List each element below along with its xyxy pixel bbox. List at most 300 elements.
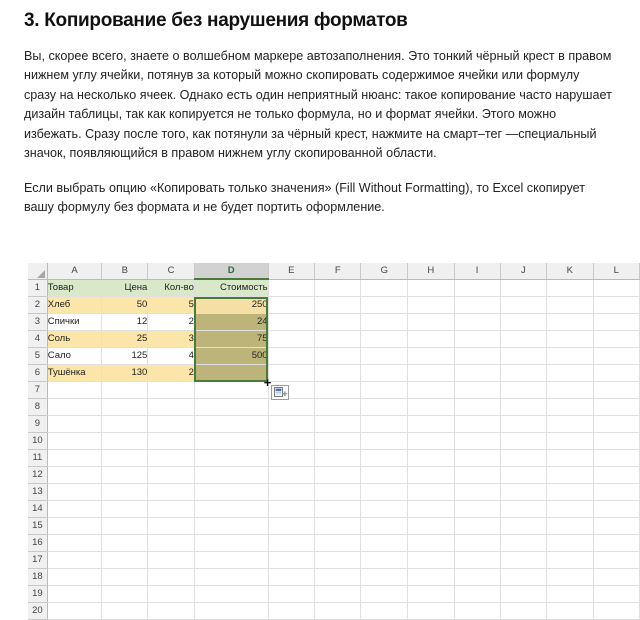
- cell-A3[interactable]: Спички: [47, 314, 102, 331]
- table-row[interactable]: [28, 518, 640, 535]
- cell-L17[interactable]: [593, 552, 640, 569]
- cell-L13[interactable]: [593, 484, 640, 501]
- cell-E4[interactable]: [268, 331, 314, 348]
- cell-J1[interactable]: [500, 279, 546, 297]
- cell-C2[interactable]: 5: [148, 297, 195, 314]
- table-row[interactable]: [28, 501, 640, 518]
- row-header-15[interactable]: 15: [28, 518, 47, 535]
- cell-F4[interactable]: [315, 331, 361, 348]
- cell-A18[interactable]: [47, 569, 102, 586]
- cell-D16[interactable]: [194, 535, 268, 552]
- cell-G5[interactable]: [361, 348, 408, 365]
- paragraph-1: Вы, скорее всего, знаете о волшебном маркере автозаполнения. Это тонкий чёрный крест в правом нижнем углу ячейки, потянув за который можно скопировать содержимое ячейки или формулу сразу на несколько ячеек. Однако есть один неприятный нюанс: такое копирование часто нарушает дизайн таблицы, так как копируется не только формула, но и формат ячейки. Этого можно избежать. Сразу после того, как потянули за чёрный крест, нажмите на смарт–тег —специальный значок, появляющийся в правом нижнем углу скопированной области.: [24, 48, 612, 161]
- table-row[interactable]: [28, 399, 640, 416]
- cell-F3[interactable]: [315, 314, 361, 331]
- cell-D9[interactable]: [194, 416, 268, 433]
- cell-K13[interactable]: [547, 484, 593, 501]
- cell-F5[interactable]: [315, 348, 361, 365]
- cell-I15[interactable]: [454, 518, 500, 535]
- cell-F8[interactable]: [315, 399, 361, 416]
- cell-G19[interactable]: [361, 586, 408, 603]
- cell-E1[interactable]: [268, 279, 314, 297]
- cell-G12[interactable]: [361, 467, 408, 484]
- cell-K20[interactable]: [547, 603, 593, 620]
- cell-L7[interactable]: [593, 382, 640, 399]
- cell-G7[interactable]: [361, 382, 408, 399]
- cell-C18[interactable]: [148, 569, 195, 586]
- cell-I11[interactable]: [454, 450, 500, 467]
- cell-J7[interactable]: [500, 382, 546, 399]
- column-header-h[interactable]: H: [408, 263, 455, 279]
- cell-L12[interactable]: [593, 467, 640, 484]
- table-row[interactable]: [28, 552, 640, 569]
- cell-G17[interactable]: [361, 552, 408, 569]
- cell-C10[interactable]: [148, 433, 195, 450]
- cell-K7[interactable]: [547, 382, 593, 399]
- cell-G1[interactable]: [361, 279, 408, 297]
- table-row[interactable]: [28, 331, 640, 348]
- cell-L4[interactable]: [593, 331, 640, 348]
- cell-G8[interactable]: [361, 399, 408, 416]
- cell-E19[interactable]: [268, 586, 314, 603]
- cell-L11[interactable]: [593, 450, 640, 467]
- cell-E3[interactable]: [268, 314, 314, 331]
- cell-B13[interactable]: [102, 484, 148, 501]
- cell-B7[interactable]: [102, 382, 148, 399]
- column-header-k[interactable]: K: [547, 263, 593, 279]
- cell-F12[interactable]: [315, 467, 361, 484]
- cell-G13[interactable]: [361, 484, 408, 501]
- cell-I8[interactable]: [454, 399, 500, 416]
- cell-A19[interactable]: [47, 586, 102, 603]
- cell-A17[interactable]: [47, 552, 102, 569]
- cell-D10[interactable]: [194, 433, 268, 450]
- row-header-13[interactable]: 13: [28, 484, 47, 501]
- cell-B8[interactable]: [102, 399, 148, 416]
- cell-L5[interactable]: [593, 348, 640, 365]
- cell-D14[interactable]: [194, 501, 268, 518]
- cell-H7[interactable]: [408, 382, 455, 399]
- cell-I6[interactable]: [454, 365, 500, 382]
- cell-D1[interactable]: Стоимость: [194, 279, 268, 297]
- cell-L9[interactable]: [593, 416, 640, 433]
- cell-B1[interactable]: Цена: [102, 279, 148, 297]
- cell-G9[interactable]: [361, 416, 408, 433]
- cell-C1[interactable]: Кол-во: [148, 279, 195, 297]
- column-header-f[interactable]: F: [315, 263, 361, 279]
- cell-H20[interactable]: [408, 603, 455, 620]
- cell-E8[interactable]: [268, 399, 314, 416]
- cell-I5[interactable]: [454, 348, 500, 365]
- cell-D3[interactable]: 24: [194, 314, 268, 331]
- cell-D11[interactable]: [194, 450, 268, 467]
- cell-H16[interactable]: [408, 535, 455, 552]
- row-header-11[interactable]: 11: [28, 450, 47, 467]
- table-row[interactable]: [28, 365, 640, 382]
- cell-K6[interactable]: [547, 365, 593, 382]
- cell-J14[interactable]: [500, 501, 546, 518]
- cell-H2[interactable]: [408, 297, 455, 314]
- cell-G2[interactable]: [361, 297, 408, 314]
- cell-C12[interactable]: [148, 467, 195, 484]
- cell-L6[interactable]: [593, 365, 640, 382]
- cell-I10[interactable]: [454, 433, 500, 450]
- cell-J4[interactable]: [500, 331, 546, 348]
- cell-J8[interactable]: [500, 399, 546, 416]
- column-header-d[interactable]: D: [194, 263, 268, 279]
- cell-E5[interactable]: [268, 348, 314, 365]
- cell-F9[interactable]: [315, 416, 361, 433]
- cell-F14[interactable]: [315, 501, 361, 518]
- cell-K9[interactable]: [547, 416, 593, 433]
- cell-D13[interactable]: [194, 484, 268, 501]
- table-row[interactable]: [28, 535, 640, 552]
- cell-L8[interactable]: [593, 399, 640, 416]
- cell-C3[interactable]: 2: [148, 314, 195, 331]
- cell-J20[interactable]: [500, 603, 546, 620]
- cell-H5[interactable]: [408, 348, 455, 365]
- cell-F11[interactable]: [315, 450, 361, 467]
- cell-I1[interactable]: [454, 279, 500, 297]
- table-row[interactable]: [28, 314, 640, 331]
- row-header-19[interactable]: 19: [28, 586, 47, 603]
- cell-K3[interactable]: [547, 314, 593, 331]
- cell-I7[interactable]: [454, 382, 500, 399]
- cell-H10[interactable]: [408, 433, 455, 450]
- cell-A2[interactable]: Хлеб: [47, 297, 102, 314]
- cell-E15[interactable]: [268, 518, 314, 535]
- cell-D19[interactable]: [194, 586, 268, 603]
- cell-A14[interactable]: [47, 501, 102, 518]
- clipboard-plus-icon: [274, 387, 287, 398]
- cell-J3[interactable]: [500, 314, 546, 331]
- cell-K15[interactable]: [547, 518, 593, 535]
- cell-E13[interactable]: [268, 484, 314, 501]
- cell-F1[interactable]: [315, 279, 361, 297]
- cell-J11[interactable]: [500, 450, 546, 467]
- cell-I9[interactable]: [454, 416, 500, 433]
- cell-G11[interactable]: [361, 450, 408, 467]
- cell-G20[interactable]: [361, 603, 408, 620]
- cell-B18[interactable]: [102, 569, 148, 586]
- cell-J6[interactable]: [500, 365, 546, 382]
- cell-D8[interactable]: [194, 399, 268, 416]
- cell-C8[interactable]: [148, 399, 195, 416]
- cell-D5[interactable]: 500: [194, 348, 268, 365]
- cell-I17[interactable]: [454, 552, 500, 569]
- cell-K18[interactable]: [547, 569, 593, 586]
- table-row[interactable]: [28, 348, 640, 365]
- cell-J19[interactable]: [500, 586, 546, 603]
- cell-F6[interactable]: [315, 365, 361, 382]
- cell-J15[interactable]: [500, 518, 546, 535]
- cell-I14[interactable]: [454, 501, 500, 518]
- cell-E18[interactable]: [268, 569, 314, 586]
- cell-L16[interactable]: [593, 535, 640, 552]
- cell-B14[interactable]: [102, 501, 148, 518]
- spreadsheet-screenshot: [28, 263, 640, 616]
- cell-L2[interactable]: [593, 297, 640, 314]
- row-header-3[interactable]: 3: [28, 314, 47, 331]
- cell-C15[interactable]: [148, 518, 195, 535]
- cell-G16[interactable]: [361, 535, 408, 552]
- cell-I16[interactable]: [454, 535, 500, 552]
- cell-K2[interactable]: [547, 297, 593, 314]
- cell-E6[interactable]: [268, 365, 314, 382]
- row-header-7[interactable]: 7: [28, 382, 47, 399]
- cell-B15[interactable]: [102, 518, 148, 535]
- cell-B6[interactable]: 130: [102, 365, 148, 382]
- cell-F13[interactable]: [315, 484, 361, 501]
- cell-G3[interactable]: [361, 314, 408, 331]
- row-header-4[interactable]: 4: [28, 331, 47, 348]
- cell-E12[interactable]: [268, 467, 314, 484]
- spreadsheet-grid[interactable]: [28, 263, 640, 620]
- cell-K8[interactable]: [547, 399, 593, 416]
- cell-I20[interactable]: [454, 603, 500, 620]
- cell-J10[interactable]: [500, 433, 546, 450]
- cell-H1[interactable]: [408, 279, 455, 297]
- cell-A11[interactable]: [47, 450, 102, 467]
- column-header-i[interactable]: I: [454, 263, 500, 279]
- cell-H3[interactable]: [408, 314, 455, 331]
- row-header-14[interactable]: 14: [28, 501, 47, 518]
- row-header-10[interactable]: 10: [28, 433, 47, 450]
- cell-E14[interactable]: [268, 501, 314, 518]
- table-row[interactable]: [28, 569, 640, 586]
- column-header-j[interactable]: J: [500, 263, 546, 279]
- cell-I13[interactable]: [454, 484, 500, 501]
- row-header-1[interactable]: 1: [28, 279, 47, 297]
- cell-F15[interactable]: [315, 518, 361, 535]
- cell-H14[interactable]: [408, 501, 455, 518]
- column-header-e[interactable]: E: [268, 263, 314, 279]
- cell-H11[interactable]: [408, 450, 455, 467]
- article-body: [0, 0, 640, 218]
- cell-J13[interactable]: [500, 484, 546, 501]
- cell-E2[interactable]: [268, 297, 314, 314]
- cell-B20[interactable]: [102, 603, 148, 620]
- cell-J5[interactable]: [500, 348, 546, 365]
- cell-G10[interactable]: [361, 433, 408, 450]
- cell-D6[interactable]: [194, 365, 268, 382]
- table-row[interactable]: [28, 484, 640, 501]
- cell-B17[interactable]: [102, 552, 148, 569]
- row-header-9[interactable]: 9: [28, 416, 47, 433]
- cell-H12[interactable]: [408, 467, 455, 484]
- cell-A5[interactable]: Сало: [47, 348, 102, 365]
- cell-L3[interactable]: [593, 314, 640, 331]
- cell-F2[interactable]: [315, 297, 361, 314]
- cell-I2[interactable]: [454, 297, 500, 314]
- row-header-8[interactable]: 8: [28, 399, 47, 416]
- cell-L1[interactable]: [593, 279, 640, 297]
- row-header-18[interactable]: 18: [28, 569, 47, 586]
- cell-B10[interactable]: [102, 433, 148, 450]
- cell-B4[interactable]: 25: [102, 331, 148, 348]
- cell-C16[interactable]: [148, 535, 195, 552]
- cell-D7[interactable]: [194, 382, 268, 399]
- cell-L14[interactable]: [593, 501, 640, 518]
- cell-K4[interactable]: [547, 331, 593, 348]
- cell-B16[interactable]: [102, 535, 148, 552]
- cell-I4[interactable]: [454, 331, 500, 348]
- cell-K12[interactable]: [547, 467, 593, 484]
- cell-C6[interactable]: 2: [148, 365, 195, 382]
- page-title: 3. Копирование без нарушения форматов: [24, 10, 408, 31]
- cell-G15[interactable]: [361, 518, 408, 535]
- cell-F19[interactable]: [315, 586, 361, 603]
- cell-G14[interactable]: [361, 501, 408, 518]
- cell-A8[interactable]: [47, 399, 102, 416]
- cell-L19[interactable]: [593, 586, 640, 603]
- cell-F20[interactable]: [315, 603, 361, 620]
- column-header-c[interactable]: C: [148, 263, 195, 279]
- cell-F18[interactable]: [315, 569, 361, 586]
- cell-C13[interactable]: [148, 484, 195, 501]
- table-row[interactable]: [28, 297, 640, 314]
- cell-A16[interactable]: [47, 535, 102, 552]
- cell-H8[interactable]: [408, 399, 455, 416]
- table-row[interactable]: [28, 467, 640, 484]
- cell-K14[interactable]: [547, 501, 593, 518]
- table-row[interactable]: [28, 382, 640, 399]
- cell-B9[interactable]: [102, 416, 148, 433]
- cell-A4[interactable]: Соль: [47, 331, 102, 348]
- table-row[interactable]: [28, 603, 640, 620]
- cell-C17[interactable]: [148, 552, 195, 569]
- cell-K17[interactable]: [547, 552, 593, 569]
- cell-B12[interactable]: [102, 467, 148, 484]
- cell-A7[interactable]: [47, 382, 102, 399]
- cell-I19[interactable]: [454, 586, 500, 603]
- cell-G18[interactable]: [361, 569, 408, 586]
- cell-C9[interactable]: [148, 416, 195, 433]
- row-header-17[interactable]: 17: [28, 552, 47, 569]
- cell-L15[interactable]: [593, 518, 640, 535]
- cell-J12[interactable]: [500, 467, 546, 484]
- cell-F17[interactable]: [315, 552, 361, 569]
- cell-I12[interactable]: [454, 467, 500, 484]
- cell-B11[interactable]: [102, 450, 148, 467]
- cell-J9[interactable]: [500, 416, 546, 433]
- cell-B5[interactable]: 125: [102, 348, 148, 365]
- cell-B19[interactable]: [102, 586, 148, 603]
- select-all-triangle-icon[interactable]: [28, 263, 47, 279]
- cell-D15[interactable]: [194, 518, 268, 535]
- cell-C11[interactable]: [148, 450, 195, 467]
- table-row[interactable]: [28, 416, 640, 433]
- cell-C19[interactable]: [148, 586, 195, 603]
- cell-A12[interactable]: [47, 467, 102, 484]
- cell-A13[interactable]: [47, 484, 102, 501]
- cell-G6[interactable]: [361, 365, 408, 382]
- cell-E11[interactable]: [268, 450, 314, 467]
- cell-J18[interactable]: [500, 569, 546, 586]
- cell-J2[interactable]: [500, 297, 546, 314]
- cell-H13[interactable]: [408, 484, 455, 501]
- paste-options-smart-tag-icon[interactable]: [271, 385, 289, 400]
- cell-A15[interactable]: [47, 518, 102, 535]
- cell-F7[interactable]: [315, 382, 361, 399]
- cell-F10[interactable]: [315, 433, 361, 450]
- cell-D20[interactable]: [194, 603, 268, 620]
- cell-D17[interactable]: [194, 552, 268, 569]
- cell-A9[interactable]: [47, 416, 102, 433]
- column-header-g[interactable]: G: [361, 263, 408, 279]
- cell-B2[interactable]: 50: [102, 297, 148, 314]
- row-header-2[interactable]: 2: [28, 297, 47, 314]
- cell-D2[interactable]: 250: [194, 297, 268, 314]
- table-row[interactable]: [28, 450, 640, 467]
- row-header-6[interactable]: 6: [28, 365, 47, 382]
- cell-C7[interactable]: [148, 382, 195, 399]
- cell-E9[interactable]: [268, 416, 314, 433]
- cell-A6[interactable]: Тушёнка: [47, 365, 102, 382]
- row-header-12[interactable]: 12: [28, 467, 47, 484]
- cell-H9[interactable]: [408, 416, 455, 433]
- cell-K11[interactable]: [547, 450, 593, 467]
- cell-C4[interactable]: 3: [148, 331, 195, 348]
- cell-I18[interactable]: [454, 569, 500, 586]
- cell-L10[interactable]: [593, 433, 640, 450]
- cell-A10[interactable]: [47, 433, 102, 450]
- cell-H6[interactable]: [408, 365, 455, 382]
- cell-G4[interactable]: [361, 331, 408, 348]
- cell-A20[interactable]: [47, 603, 102, 620]
- cell-K16[interactable]: [547, 535, 593, 552]
- cell-K1[interactable]: [547, 279, 593, 297]
- cell-L20[interactable]: [593, 603, 640, 620]
- cell-C5[interactable]: 4: [148, 348, 195, 365]
- cell-C20[interactable]: [148, 603, 195, 620]
- cell-D4[interactable]: 75: [194, 331, 268, 348]
- cell-B3[interactable]: 12: [102, 314, 148, 331]
- cell-K19[interactable]: [547, 586, 593, 603]
- table-row[interactable]: [28, 433, 640, 450]
- row-header-16[interactable]: 16: [28, 535, 47, 552]
- column-header-a[interactable]: A: [47, 263, 102, 279]
- cell-D18[interactable]: [194, 569, 268, 586]
- cell-H4[interactable]: [408, 331, 455, 348]
- cell-J17[interactable]: [500, 552, 546, 569]
- row-header-20[interactable]: 20: [28, 603, 47, 620]
- row-header-5[interactable]: 5: [28, 348, 47, 365]
- cell-E20[interactable]: [268, 603, 314, 620]
- cell-H19[interactable]: [408, 586, 455, 603]
- cell-E17[interactable]: [268, 552, 314, 569]
- table-row[interactable]: [28, 279, 640, 297]
- column-header-b[interactable]: B: [102, 263, 148, 279]
- cell-H18[interactable]: [408, 569, 455, 586]
- fill-handle-icon[interactable]: +: [263, 374, 272, 390]
- cell-A1[interactable]: Товар: [47, 279, 102, 297]
- column-header-l[interactable]: L: [593, 263, 640, 279]
- cell-H17[interactable]: [408, 552, 455, 569]
- cell-K10[interactable]: [547, 433, 593, 450]
- cell-K5[interactable]: [547, 348, 593, 365]
- cell-E16[interactable]: [268, 535, 314, 552]
- cell-J16[interactable]: [500, 535, 546, 552]
- cell-D12[interactable]: [194, 467, 268, 484]
- cell-I3[interactable]: [454, 314, 500, 331]
- cell-F16[interactable]: [315, 535, 361, 552]
- cell-E10[interactable]: [268, 433, 314, 450]
- cell-C14[interactable]: [148, 501, 195, 518]
- table-row[interactable]: [28, 586, 640, 603]
- cell-H15[interactable]: [408, 518, 455, 535]
- cell-L18[interactable]: [593, 569, 640, 586]
